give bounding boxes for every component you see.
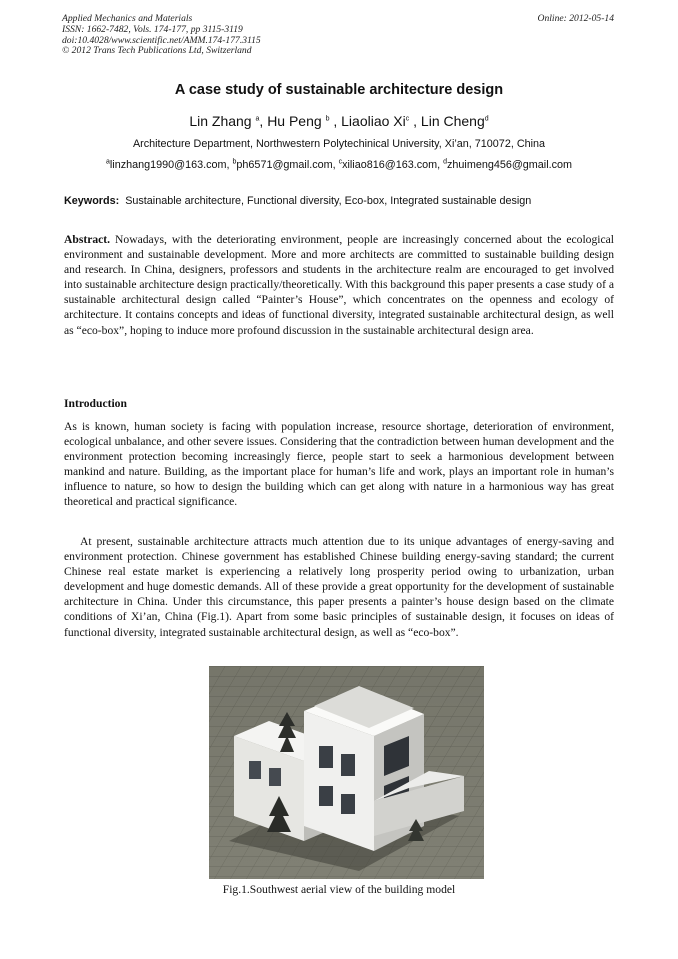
author-sup: c — [405, 115, 410, 123]
online-date: Online: 2012-05-14 — [537, 13, 614, 24]
keywords-text: Sustainable architecture, Functional diversity, Eco-box, Integrated sustainable design — [125, 195, 532, 207]
issn-line: ISSN: 1662-7482, Vols. 174-177, pp 3115-3119 — [62, 23, 243, 35]
abstract-text: Nowadays, with the deteriorating environment, people are increasingly concerned about the ecological environment and sustainable development. More and more architects are committed to sustainable building design and research. In China, designers, professors and students in the architecture realm are encouraged to get involved into sustainable architecture design practically/theoretically. With this background this paper presents a case study of a sustainable architectural design called “Painter’s House”, which concentrates on the openness and ecology of architecture. It contains concepts and ideas of functional diversity, integrated sustainable architectural design, as well as “eco-box”, hoping to induce more profound discussion in the sustainable architectural design area. — [64, 233, 614, 337]
author-name: Lin Zhang — [189, 113, 252, 129]
email-address[interactable]: linzhang1990@163.com — [109, 159, 227, 171]
author-name: Liaoliao Xi — [341, 113, 406, 129]
abstract-label: Abstract. — [64, 233, 111, 246]
email-sup: b — [232, 158, 237, 166]
email-address[interactable]: ph6571@gmail.com — [236, 159, 333, 171]
abstract — [64, 232, 614, 338]
doi-line: doi:10.4028/www.scientific.net/AMM.174-177.3115 — [62, 34, 261, 46]
journal-name: Applied Mechanics and Materials — [62, 13, 193, 24]
author-sup: b — [325, 115, 330, 123]
figure-caption: Fig.1.Southwest aerial view of the building model — [222, 883, 456, 896]
affiliation: Architecture Department, Northwestern Polytechinical University, Xi’an, 710072, China — [132, 138, 546, 150]
keywords-label: Keywords: — [64, 195, 120, 207]
author-name: Lin Cheng — [420, 113, 485, 129]
email-address[interactable]: zhuimeng456@gmail.com — [447, 159, 573, 171]
email-sup: c — [338, 158, 343, 166]
building-model-figure — [209, 666, 484, 879]
email-sup: d — [443, 158, 448, 166]
paper-title: A case study of sustainable architecture design — [174, 82, 504, 98]
keywords — [64, 195, 624, 207]
email-list: $^a$linzhang1990@163.com, $^b$ph6571@gmail.com, $^c$xiliao816@163.com, $^d$zhuimeng456@gmail.com — [105, 158, 573, 171]
email-address[interactable]: xiliao816@163.com — [342, 159, 438, 171]
author-list: Lin Zhang $^a$, Hu Peng $^b$ , Liaoliao Xi$^c$ , Lin Cheng$^d$ — [189, 113, 489, 129]
author-name: Hu Peng — [267, 113, 322, 129]
building-model-image — [209, 666, 484, 879]
journal-header — [62, 14, 261, 57]
copyright-line: © 2012 Trans Tech Publications Ltd, Switzerland — [62, 45, 252, 57]
section-heading-introduction: Introduction — [64, 397, 127, 410]
email-sup: a — [105, 158, 110, 166]
author-sup: d — [484, 115, 489, 123]
intro-paragraph-2: At present, sustainable architecture attracts much attention due to its unique advantages of energy-saving and environment protection. Chinese government has established Chinese building energy-saving standard; the current Chinese real estate market is experiencing a relatively long prosperity period owing to urbanization, urban development and huge domestic demands. All of these provide a great opportunity for the development of sustainable architecture in China. Under this circumstance, this paper presents a painter’s house design based on the climate conditions of Xi’an, China (Fig.1). Apart from some basic principles of sustainable design, it focuses on ideas of functional diversity, integrated sustainable architectural design, as well as “eco-box”. — [64, 535, 614, 639]
intro-paragraph-1: As is known, human society is facing with population increase, resource shortage, deterioration of environment, ecological unbalance, and other severe issues. Considering that the contradiction between human development and the environment protection becoming increasingly fierce, people start to seek a harmonious development between mankind and nature. Building, as the important place for human’s life and work, plays an important role in human’s influence to nature, so how to design the building which can get along with nature in a harmonious way has great theoretical and practical significance. — [64, 420, 614, 509]
author-sup: a — [255, 115, 260, 123]
